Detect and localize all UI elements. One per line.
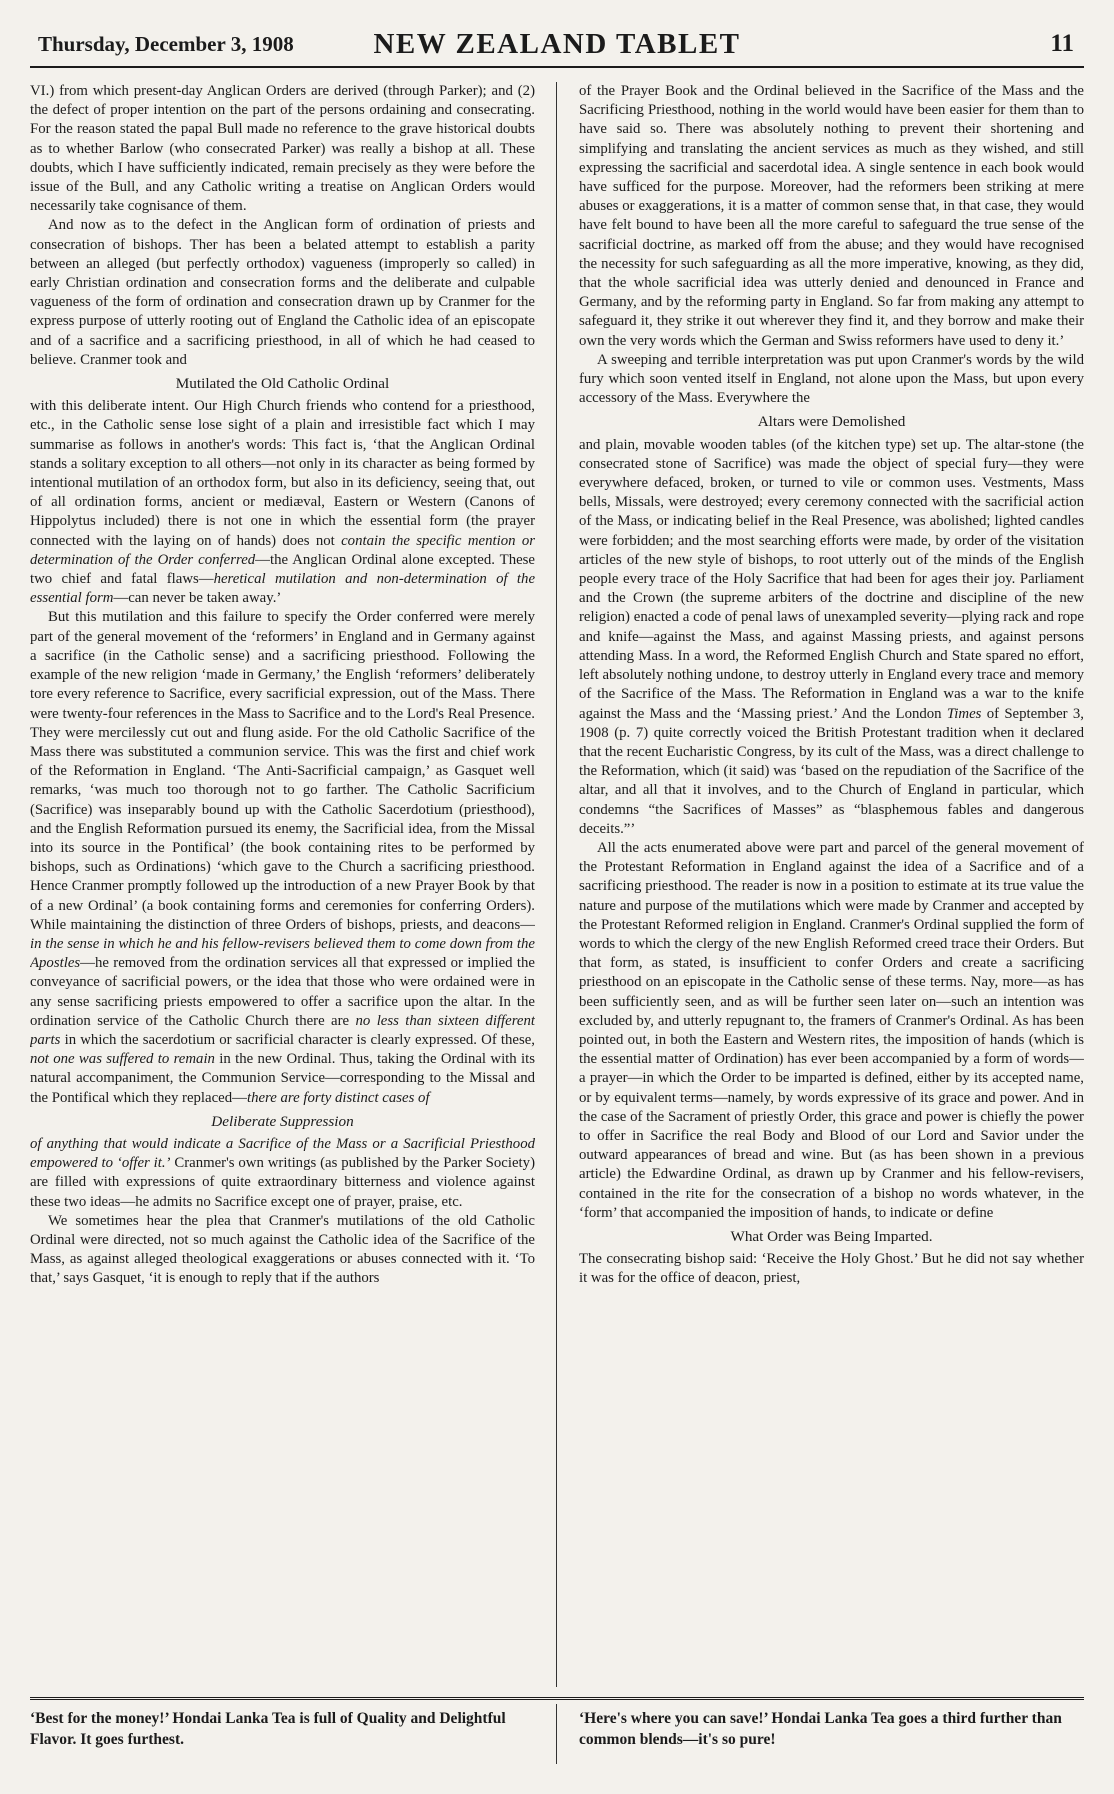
paragraph: VI.) from which present-day Anglican Orders are derived (through Parker); and (2) the defect of proper intention on the part of the persons ordaining and consecrating. For the reason stated the papal Bull made no reference to the grave historical doubts as to whether Barlow (who consecrated Parker) was really a bishop at all. These doubts, which I have sufficiently indicated, remain precisely as they were before the issue of the Bull, and any Catholic writing a treatise on Anglican Orders would necessarily take cognisance of them. xyxy=(30,83,535,215)
masthead: NEW ZEALAND TABLET xyxy=(373,28,741,60)
article-body xyxy=(30,82,1084,1687)
paragraph: We sometimes hear the plea that Cranmer's mutilations of the old Catholic Ordinal were directed, not so much against the Catholic idea of the Sacrifice of the Mass, as against alleged theological exaggerations or abuses connected with it. ‘To that,’ says Gasquet, ‘it is enough to reply that if the authors xyxy=(30,1212,535,1287)
paragraph: And now as to the defect in the Anglican form of ordination of priests and consecration of bishops. Ther has been a belated attempt to establish a parity between an alleged (but perfectly orthodox) vagueness (improperly so called) in early Christian ordination and consecration forms and the deliberate and culpable vagueness of the form of ordination and consecration drawn up by Cranmer for the express purpose of utterly rooting out of England the Catholic idea of an episcopate and of a sacrifice and a sacrificing priesthood, in all of which he had ceased to believe. Cranmer took and xyxy=(30,217,535,368)
column-divider xyxy=(556,82,557,1687)
paragraph: and plain, movable wooden tables (of the kitchen type) set up. The altar-stone (the consecrated stone of Sacrifice) was made the object of special fury—they were everywhere defaced, broken, or turned to vile or common uses. Vestments, Mass bells, Missals, were destroyed; every ceremony connected with the sacrificial action of the Mass, or indicating belief in the Real Presence, was abolished; lighted candles were forbidden; and the most searching efforts were made, by order of the visitation articles of the new style of bishops, to root utterly out of the minds of the English people every trace of the Holy Sacrifice that had been for ages their joy. Parliament and the Crown (the supreme arbiters of the doctrine and discipline of the new religion) enacted a code of penal laws of unexampled severity—plying rack and rope and knife—against the Mass, and against Massing priests, and against persons attending Mass. In a word, the Reformed English Church and State spared no effort, left absolutely nothing undone, to destroy utterly in England every trace and memory of the Sacrifice of the Mass. The Reformation in England was a war to the knife against the Mass and the ‘Massing priest.’ And the London Times of September 3, 1908 (p. 7) quite correctly voiced the British Protestant tradition when it declared that the recent Eucharistic Congress, by its cult of the Mass, was a direct challenge to the Reformation, which (it said) was ‘based on the repudiation of the Sacrifice of the altar, and all that it involves, and to the Church of England in particular, which condemns “the Sacrifices of Masses” as “blasphemous fables and dangerous deceits.”’ xyxy=(579,436,1084,837)
right-column xyxy=(579,82,1084,1687)
page-header xyxy=(30,26,1084,68)
subheading: Deliberate Suppression xyxy=(211,1112,354,1130)
advertisement-right: ‘Here's where you can save!’ Hondai Lanka Tea goes a third further than common blends—it's so pure! xyxy=(579,1710,1062,1748)
ad-divider xyxy=(556,1704,557,1764)
subheading: Mutilated the Old Catholic Ordinal xyxy=(175,375,390,393)
issue-date: Thursday, December 3, 1908 xyxy=(38,32,294,56)
paragraph: with this deliberate intent. Our High Church friends who contend for a priesthood, etc., in the Catholic sense lose sight of a plain and irresistible fact which I may summarise as follows in another's words: This fact is, ‘that the Anglican Ordinal stands a solitary exception to all others—not only in its character as being formed by intentional mutilation of an orthodox form, but also in its deficiency, seeing that, out of all ordination forms, ancient or mediæval, Eastern or Western (Canons of Hippolytus included) there is not one in which the essential form (the prayer connected with the laying on of hands) does not contain the specific mention or determination of the Order conferred—the Anglican Ordinal alone excepted. These two chief and fatal flaws—heretical mutilation and non-determination of the essential form—can never be taken away.’ xyxy=(30,398,535,607)
left-column xyxy=(30,82,535,1687)
subheading: Altars were Demolished xyxy=(757,413,906,431)
advertisement-left: ‘Best for the money!’ Hondai Lanka Tea is full of Quality and Delightful Flavor. It goes furthest. xyxy=(30,1710,506,1748)
paragraph: of anything that would indicate a Sacrifice of the Mass or a Sacrificial Priesthood empowered to ‘offer it.’ Cranmer's own writings (as published by the Parker Society) are filled with expressions of quite extraordinary bitterness and violence against these two ideas—he admits no Sacrifice except one of prayer, praise, etc. xyxy=(30,1135,535,1210)
paragraph: But this mutilation and this failure to specify the Order conferred were merely part of the general movement of the ‘reformers’ in England and in Germany against a sacrifice (in the Catholic sense) and a sacrificing priesthood. Following the example of the new religion ‘made in Germany,’ the English ‘reformers’ deliberately tore every reference to Sacrifice, every sacrificial expression, out of the Mass. There were twenty-four references in the Mass to Sacrifice and to the Lord's Real Presence. They were mercilessly cut out and flung aside. For the old Catholic Sacrifice of the Mass there was substituted a communion service. This was the first and chief work of the Reformation in England. ‘The Anti-Sacrificial campaign,’ as Gasquet well remarks, ‘was much too thorough not to go farther. The Catholic Sacrificium (Sacrifice) was inseparably bound up with the Catholic Sacerdotium (priesthood), and the English Reformation pursued its enemy, the Sacrificial idea, from the Missal into its source in the Pontifical’ (the book containing rites to be performed by bishops, such as Ordinations) ‘which gave to the Church a sacrificing priesthood. Hence Cranmer promptly followed up the introduction of a new Prayer Book by that of a new Ordinal’ (a book containing forms and ceremonies for conferring Orders). While maintaining the distinction of three Orders of bishops, priests, and deacons—in the sense in which he and his fellow-revisers believed them to come down from the Apostles—he removed from the ordination services all that expressed or implied the conveyance of sacrificial powers, or the idea that those who were ordained were in any sense sacrificing priests empowered to offer a sacrifice upon the altar. In the ordination service of the Catholic Church there are no less than sixteen different parts in which the sacerdotium or sacrificial character is clearly expressed. Of these, not one was suffered to remain in the new Ordinal. Thus, taking the Ordinal with its natural accompaniment, the Communion Service—corresponding to the Missal and the Pontifical which they replaced—there are forty distinct cases of xyxy=(30,609,535,1106)
subheading: What Order was Being Imparted. xyxy=(730,1227,933,1245)
paragraph: The consecrating bishop said: ‘Receive the Holy Ghost.’ But he did not say whether it was for the office of deacon, priest, xyxy=(579,1251,1084,1287)
page-number: 11 xyxy=(1050,30,1074,57)
paragraph: All the acts enumerated above were part and parcel of the general movement of the Protestant Reformation in England against the idea of a Sacrifice and of a sacrificing priesthood. The reader is now in a position to estimate at its true value the nature and purpose of the mutilations which were made by Cranmer and accepted by the Protestant Reformed religion in England. Cranmer's Ordinal supplied the form of words to which the clergy of the new English Reformed creed trace their Orders. But that form, as stated, is insufficient to confer Orders and create a sacrificing priesthood on an episcopate in the Catholic sense of these terms. Nay, more—as has been sufficiently seen, and as will be further seen later on—such an intention was excluded by, and utterly repugnant to, the framers of Cranmer's Ordinal. As has been pointed out, in both the Eastern and Western rites, the imposition of hands (which is the essential matter of Ordination) has ever been accompanied by a form of words—a prayer—in which the Order to be imparted is defined, either by its accepted name, or by equivalent terms—namely, by words expressive of its grace and power. And in the case of the Sacrament of priestly Order, this grace and power is chiefly the power to offer in Sacrifice the real Body and Blood of our Lord and Savior under the outward appearances of bread and wine. But (as has been shown in a previous article) the Edwardine Ordinal, as drawn up by Cranmer and his fellow-revisers, contained in the rite for the consecration of a bishop no words whatever, in the ‘form’ that accompanied the imposition of hands, to indicate or define xyxy=(579,839,1084,1221)
footer-rule xyxy=(30,1697,1084,1700)
paragraph: of the Prayer Book and the Ordinal believed in the Sacrifice of the Mass and the Sacrificing Priesthood, nothing in the world would have been easier for them than to have said so. There was absolutely nothing to prevent their shortening and simplifying and translating the ancient services as much as they wished, and still expressing the sacrificial and sacerdotal idea. A single sentence in each book would have sufficed for the purpose. Moreover, had the reformers been striking at mere abuses or exaggerations, it is a matter of common sense that, in that case, they would have felt bound to have been all the more careful to safeguard the true sense of the sacrificial doctrine, as marked off from the abuse; and they would have recognised the necessity for such safeguarding as all the more imperative, knowing, as they did, that the whole sacrificial idea was utterly denied and denounced in France and Germany, and by the reforming party in England. So far from making any attempt to safeguard it, they strike it out wherever they find it, and they borrow and make their own the very words which the German and Swiss reformers have used to deny it.’ xyxy=(579,83,1084,349)
paragraph: A sweeping and terrible interpretation was put upon Cranmer's words by the wild fury which soon vented itself in England, not alone upon the Mass, but upon every accessory of the Mass. Everywhere the xyxy=(579,351,1084,407)
